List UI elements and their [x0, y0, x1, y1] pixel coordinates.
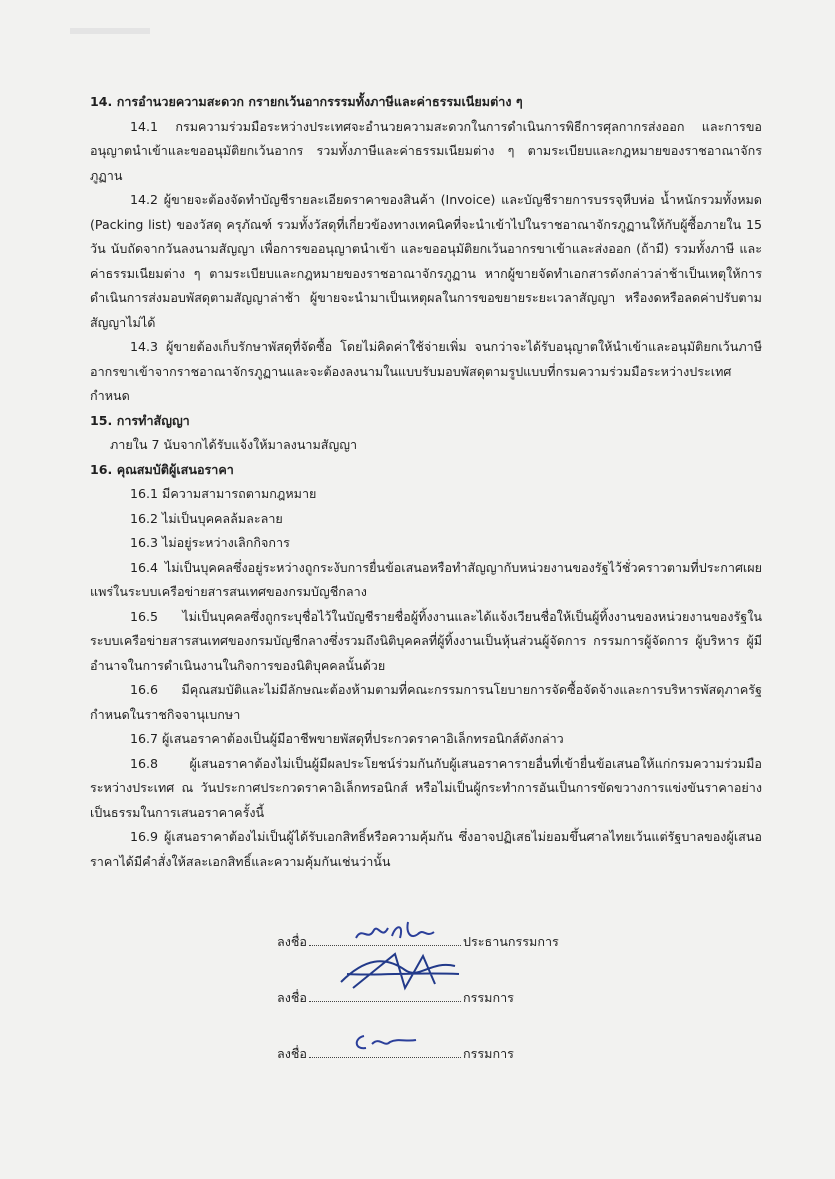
- clause-16-7: 16.7 ผู้เสนอราคาต้องเป็นผู้มีอาชีพขายพัสดุที่ประกวดราคาอิเล็กทรอนิกส์ดังกล่าว: [130, 731, 564, 746]
- signature-line-member-1: [277, 988, 514, 1008]
- clause-14-2: 14.2 ผู้ขายจะต้องจัดทำบัญชีรายละเอียดราคาของสินค้า (Invoice) และบัญชีรายการบรรจุหีบห่อ น้ำหนักรวมทั้งหมด (Packing list) ของวัสดุ ครุภัณฑ์ รวมทั้งวัสดุที่เกี่ยวข้องทางเทคนิคที่จะนำเข้าไปในราชอาณาจักรภูฏานให้กับผู้ซื้อภายใน 15 วัน นับถัดจากวันลงนามสัญญา เพื่อการขออนุญาตนำเข้า และขออนุมัติยกเว้นอากรขาเข้าและส่งออก (ถ้ามี) รวมทั้งภาษี และค่าธรรมเนียมต่าง ๆ ตามระเบียบและกฎหมายของราชอาณาจักรภูฏาน หากผู้ขายจัดทำเอกสารดังกล่าวล่าช้าเป็นเหตุให้การดำเนินการส่งมอบพัสดุตามสัญญาล่าช้า ผู้ขายจะนำมาเป็นเหตุผลในการขอขยายระยะเวลาสัญญา หรืองดหรือลดค่าปรับตามสัญญาไม่ได้: [90, 192, 762, 330]
- sign-label: ลงชื่อ: [277, 1046, 307, 1061]
- clause-14-1: 14.1 กรมความร่วมมือระหว่างประเทศจะอำนวยความสะดวกในการดำเนินการพิธีการศุลกากรส่งออก และการขออนุญาตนำเข้าและขออนุมัติยกเว้นอากร รวมทั้งภาษีและค่าธรรมเนียมต่าง ๆ ตามระเบียบและกฎหมายของราชอาณาจักรภูฏาน: [90, 118, 762, 183]
- dotted-line: [309, 933, 461, 946]
- clause-14-3: 14.3 ผู้ขายต้องเก็บรักษาพัสดุที่จัดซื้อ โดยไม่คิดค่าใช้จ่ายเพิ่ม จนกว่าจะได้รับอนุญาตให้นำเข้าและอนุมัติยกเว้นภาษีอากรขาเข้าจากราชอาณาจักรภูฏานและจะต้องลงนามในแบบรับมอบพัสดุตามรูปแบบที่กรมความร่วมมือระหว่างประเทศกำหนด: [90, 339, 762, 403]
- member-signature-2-icon: [350, 1030, 420, 1054]
- section-16-heading: 16. คุณสมบัติผู้เสนอราคา: [90, 461, 234, 477]
- chairman-role: ประธานกรรมการ: [462, 934, 559, 949]
- sign-label: ลงชื่อ: [277, 990, 307, 1005]
- clause-16-9: 16.9 ผู้เสนอราคาต้องไม่เป็นผู้ได้รับเอกสิทธิ์หรือความคุ้มกัน ซึ่งอาจปฏิเสธไม่ยอมขึ้นศาลไทยเว้นแต่รัฐบาลของผู้เสนอราคาได้มีคำสั่งให้สละเอกสิทธิ์และความคุ้มกันเช่นว่านั้น: [90, 829, 762, 869]
- chairman-signature-icon: [352, 916, 442, 948]
- member-role: กรรมการ: [462, 1046, 514, 1061]
- clause-16-3: 16.3 ไม่อยู่ระหว่างเลิกกิจการ: [130, 535, 290, 550]
- clause-16-8: 16.8 ผู้เสนอราคาต้องไม่เป็นผู้มีผลประโยชน์ร่วมกันกับผู้เสนอราคารายอื่นที่เข้ายื่นข้อเสนอให้แก่กรมความร่วมมือระหว่างประเทศ ณ วันประกาศประกวดราคาอิเล็กทรอนิกส์ หรือไม่เป็นผู้กระทำการอันเป็นการขัดขวางการแข่งขันราคาอย่างเป็นธรรมในการเสนอราคาครั้งนี้: [90, 755, 762, 820]
- clause-16-1: 16.1 มีความสามารถตามกฎหมาย: [130, 486, 317, 501]
- clause-15-text: ภายใน 7 นับจากได้รับแจ้งให้มาลงนามสัญญา: [110, 437, 358, 452]
- dotted-line: [309, 989, 461, 1002]
- signature-line-member-2: [277, 1044, 514, 1064]
- document-body: [90, 90, 762, 874]
- clause-16-5: 16.5 ไม่เป็นบุคคลซึ่งถูกระบุชื่อไว้ในบัญชีรายชื่อผู้ทิ้งงานและได้แจ้งเวียนชื่อให้เป็นผู้ทิ้งงานของหน่วยงานของรัฐในระบบเครือข่ายสารสนเทศของกรมบัญชีกลางซึ่งรวมถึงนิติบุคคลที่ผู้ทิ้งงานเป็นหุ้นส่วนผู้จัดการ กรรมการผู้จัดการ ผู้บริหาร ผู้มีอำนาจในการดำเนินงานในกิจการของนิติบุคคลนั้นด้วย: [90, 608, 762, 673]
- scan-mark: [70, 28, 150, 34]
- member-role: กรรมการ: [462, 990, 514, 1005]
- clause-16-4: 16.4 ไม่เป็นบุคคลซึ่งอยู่ระหว่างถูกระงับการยื่นข้อเสนอหรือทำสัญญากับหน่วยงานของรัฐไว้ชั่วคราวตามที่ประกาศเผยแพร่ในระบบเครือข่ายสารสนเทศของกรมบัญชีกลาง: [90, 559, 762, 599]
- sign-label: ลงชื่อ: [277, 934, 307, 949]
- dotted-line: [309, 1045, 461, 1058]
- clause-16-2: 16.2 ไม่เป็นบุคคลล้มละลาย: [130, 510, 283, 526]
- clause-16-6: 16.6 มีคุณสมบัติและไม่มีลักษณะต้องห้ามตามที่คณะกรรมการนโยบายการจัดซื้อจัดจ้างและการบริหารพัสดุภาครัฐกำหนดในราชกิจจานุเบกษา: [90, 682, 762, 722]
- signature-line-chairman: [277, 932, 559, 952]
- section-15-heading: 15. การทำสัญญา: [90, 412, 190, 428]
- section-14-heading: 14. การอำนวยความสะดวก กรายกเว้นอากรรรมทั้งภาษีและค่าธรรมเนียมต่าง ๆ: [90, 94, 523, 109]
- member-signature-1-icon: [335, 948, 465, 998]
